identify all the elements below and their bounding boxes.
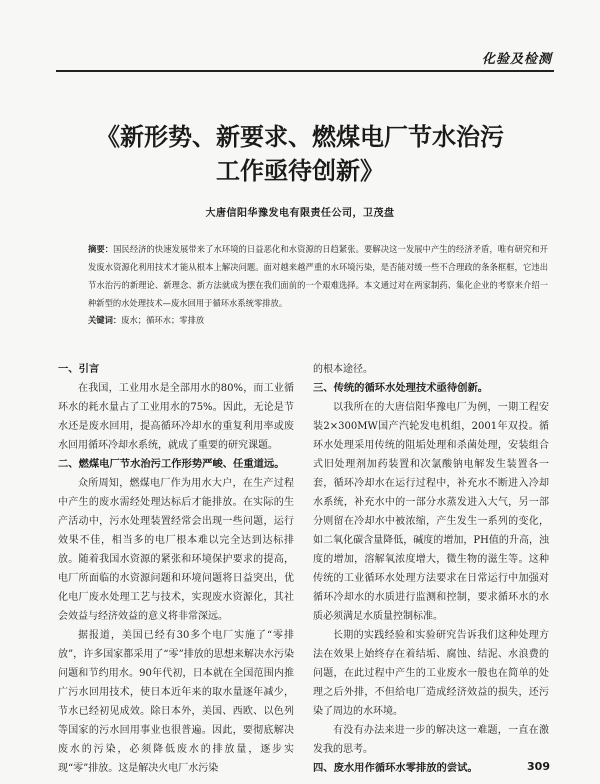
abstract <box>88 240 548 312</box>
keywords-text: 废水；循环水；零排放 <box>121 315 205 325</box>
paragraph: 据报道，美国已经有30多个电厂实施了“零排放”，许多国家都采用了“零”排放的思想来解决水污染问题和节约用水。90年代初，日本就在全国范围内推广污水回用技术，使日本近年来的取水量逐年减少，节水已经初见成效。除日本外，美国、西欧、以色列等国家的污水回用事业也很普遍。因此，要彻底解决废水的污染，必须降低废水的排放量，逐步实现“零”排放。这是解决火电厂水污染 <box>58 630 294 774</box>
author-line: 大唐信阳华豫发电有限责任公司，卫茂盘 <box>205 208 395 219</box>
paragraph-continued: 的根本途径。 <box>313 364 373 375</box>
title-line-2: 工作亟待创新》 <box>216 156 384 185</box>
abstract-text: 国民经济的快速发展带来了水环境的日益恶化和水资源的日趋紧张。要解决这一发展中产生的经济矛盾，唯有研究和开发废水资源化利用技术才能从根本上解决问题。面对越来越严重的水环境污染，是否能对缓一些不合理政的条条框框，它违出节水治污的新理论、新理念、新方法就成为摆在我们面前的一个艰难选择。本文通过对在两家制药、集化企业的考察来介绍一种新型的水处理技术—废水回用于循环水系统零排放。 <box>88 244 548 308</box>
paragraph: 以我所在的大唐信阳华豫电厂为例，一期工程安装2×300MW国产汽轮发电机组，2001年双投。循环水处理采用传统的阻垢处理和杀菌处理，安装组合式旧处理剂加药装置和次氯酸钠电解发生装置各一套，循环冷却水在运行过程中，补充水不断进入冷却水系统，补充水中的一部分水蒸发进入大气，另一部分则留在冷却水中被浓缩，产生发生一系列的变化，如二氧化碳含量降低，碱度的增加，PH值的升高，浊度的增加，溶解氧浓度增大，微生物的滋生等。这种传统的工业循环水处理方法要求在日常运行中加强对循环冷却水的水质进行监测和控制，要求循环水的水质必须满足水质量控制标准。 <box>313 402 549 622</box>
section-heading-3: 三、传统的循环水处理技术亟待创新。 <box>313 382 489 394</box>
paragraph: 长期的实践经验和实验研究告诉我们这种处理方法在效果上始终存在着结垢、腐蚀、结泥、水浪费的问题，在此过程中产生的工业废水一般也在简单的处理之后外排，不但给电厂造成经济效益的损失，还污染了周边的水环境。 <box>313 630 549 717</box>
keywords <box>88 314 204 326</box>
abstract-label: 摘要： <box>88 244 114 254</box>
page-number: 309 <box>527 760 550 773</box>
title-line-1: 《新形势、新要求、燃煤电厂节水治污 <box>96 122 504 151</box>
header-divider <box>56 70 554 72</box>
keywords-label: 关键词： <box>88 315 122 325</box>
left-column <box>58 360 294 778</box>
section-heading-intro: 一、引言 <box>58 363 100 375</box>
paragraph: 有没有办法来进一步的解决这一难题，一直在激发我的思考。 <box>313 725 549 755</box>
paragraph: 众所周知，燃煤电厂作为用水大户，在生产过程中产生的废水需经处理达标后才能排放。在实际的生产活动中，污水处理装置经常会出现一些问题，运行效果不佳，相当多的电厂根本难以完全达到达标排放。随着我国水资源的紧张和环境保护要求的提高，电厂所面临的水资源问题和环境问题将日益突出，优化电厂废水处理工艺与技术，实现废水资源化，其社会效益与经济效益的意义将非常深远。 <box>58 478 294 622</box>
section-heading-4: 四、废水用作循环水零排放的尝试。 <box>313 762 478 774</box>
paragraph: 在我国，工业用水是全部用水的80%，而工业循环水的耗水量占了工业用水的75%。因此，无论是节水还是废水回用，提高循环冷却水的重复利用率或废水回用循环冷却水系统，就成了重要的研究课题。 <box>58 383 294 451</box>
section-header: 化验及检测 <box>481 52 552 67</box>
section-heading-2: 二、燃煤电厂节水治污工作形势严峻、任重道远。 <box>58 458 285 470</box>
right-column <box>313 360 549 778</box>
